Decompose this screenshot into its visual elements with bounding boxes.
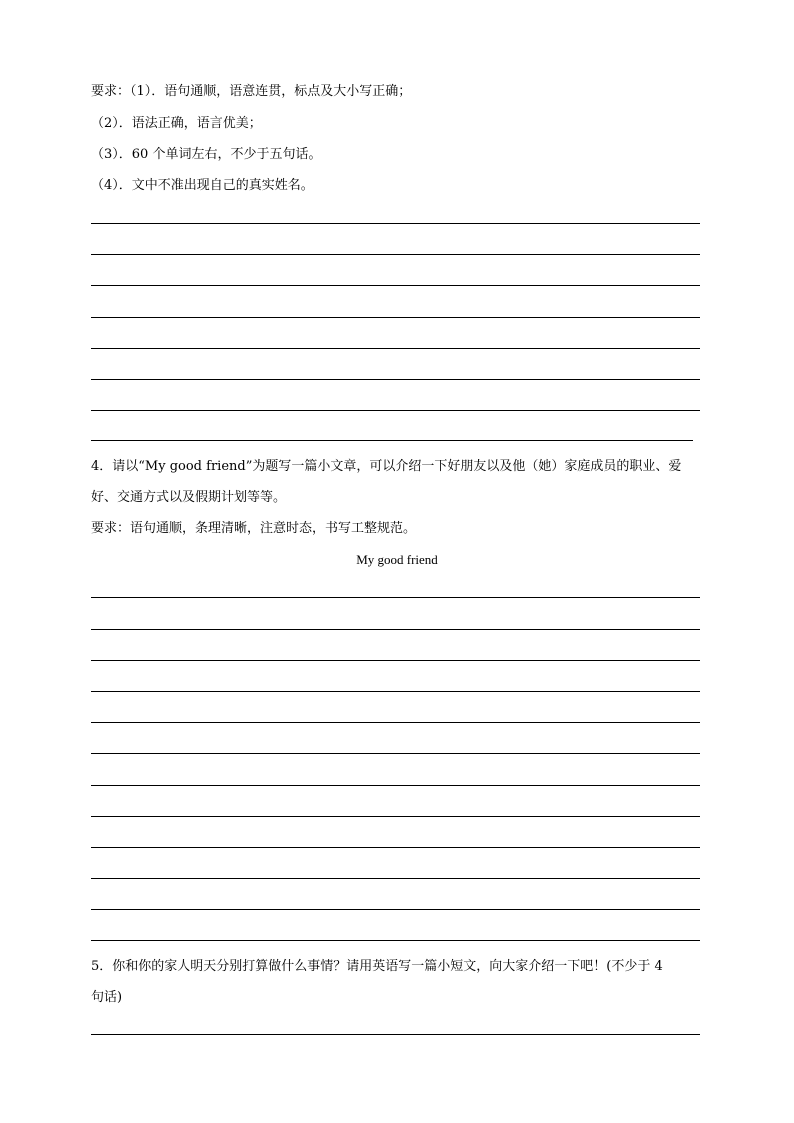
- question-5-prompt-line-2: 句话): [91, 990, 123, 1005]
- essay-title: My good friend: [356, 552, 438, 567]
- writing-line[interactable]: [91, 254, 700, 255]
- writing-line[interactable]: [91, 785, 700, 786]
- writing-line[interactable]: [91, 940, 700, 941]
- writing-line[interactable]: [91, 410, 700, 411]
- writing-line[interactable]: [91, 691, 700, 692]
- writing-line[interactable]: [91, 1034, 700, 1035]
- writing-line[interactable]: [91, 285, 700, 286]
- writing-line[interactable]: [91, 223, 700, 224]
- writing-line[interactable]: [91, 847, 700, 848]
- writing-line[interactable]: [91, 878, 700, 879]
- requirement-4: （4）．文中不准出现自己的真实姓名。: [91, 178, 314, 193]
- requirement-1: 要求：（1）．语句通顺，语意连贯，标点及大小写正确；: [91, 84, 412, 99]
- question-5-prompt-line-1: 5．你和你的家人明天分别打算做什么事情？请用英语写一篇小短文，向大家介绍一下吧！(不少于 4: [91, 959, 663, 974]
- question-4-prompt-line-2: 好、交通方式以及假期计划等等。: [91, 490, 287, 505]
- writing-line[interactable]: [91, 379, 700, 380]
- writing-line[interactable]: [91, 629, 700, 630]
- writing-line[interactable]: [91, 816, 700, 817]
- writing-line[interactable]: [91, 317, 700, 318]
- question-4-requirement: 要求：语句通顺，条理清晰，注意时态，书写工整规范。: [91, 521, 417, 536]
- writing-line[interactable]: [91, 660, 700, 661]
- requirement-3: （3）．60 个单词左右，不少于五句话。: [91, 147, 322, 162]
- writing-line[interactable]: [91, 722, 700, 723]
- writing-line[interactable]: [91, 909, 700, 910]
- requirement-2: （2）．语法正确，语言优美；: [91, 116, 262, 131]
- writing-line[interactable]: [91, 753, 700, 754]
- writing-line[interactable]: [91, 597, 700, 598]
- writing-line[interactable]: [91, 440, 693, 441]
- question-4-prompt-line-1: 4．请以“My good friend”为题写一篇小文章，可以介绍一下好朋友以及他（她）家庭成员的职业、爱: [91, 459, 682, 474]
- writing-line[interactable]: [91, 348, 700, 349]
